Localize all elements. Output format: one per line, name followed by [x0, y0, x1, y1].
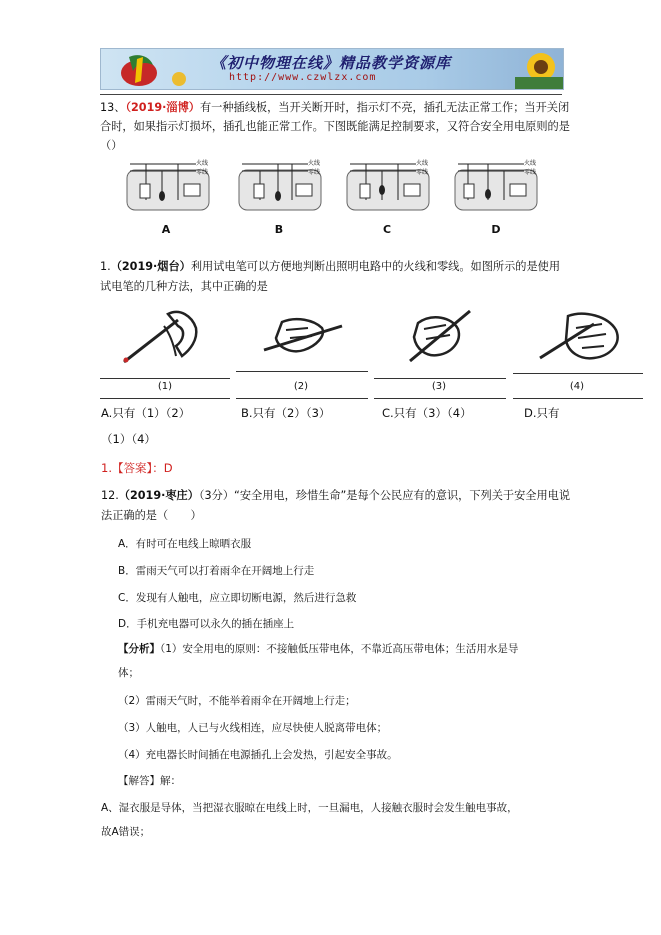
- analysis-line-4: （3）人触电，人已与火线相连，应尽快使人脱离带电体；: [118, 722, 388, 734]
- q12-source: （2019·枣庄）: [118, 489, 199, 502]
- q1-choice-a[interactable]: A.只有（1）（2）: [101, 406, 191, 420]
- q12-option-a[interactable]: A．有时可在电线上晾晒衣服: [118, 538, 252, 550]
- analysis-line-2: 体；: [118, 667, 139, 679]
- q13-source: （2019·淄博）: [125, 101, 200, 114]
- q12-option-b[interactable]: B．雷雨天气可以打着雨伞在开阔地上行走: [118, 565, 315, 577]
- q1-choice-c[interactable]: C.只有（3）（4）: [382, 406, 472, 420]
- label-neutral-wire: 零线: [308, 169, 321, 176]
- solution-line-1: A、湿衣服是导体，当把湿衣服晾在电线上时，一旦漏电，人接触衣服时会发生触电事故，: [101, 802, 518, 814]
- circuit-diagram-a: [126, 160, 216, 212]
- question-1: [100, 257, 570, 297]
- q12-option-d[interactable]: D．手机充电器可以永久的插在插座上: [118, 618, 295, 630]
- figure-caption-1: (1): [157, 381, 173, 392]
- q12-number: 12.: [101, 489, 119, 502]
- caption-rule-4: [513, 373, 643, 374]
- analysis-line-5: （4）充电器长时间插在电源插孔上会发热，引起安全事故。: [118, 749, 398, 761]
- circuit-diagram-c: [346, 160, 436, 212]
- caption-rule-1: [100, 378, 230, 379]
- banner-url[interactable]: http://www.czwlzx.com: [229, 72, 377, 83]
- q13-option-b[interactable]: B: [274, 223, 284, 236]
- choice-rule-3: [374, 398, 506, 399]
- figure-caption-2: (2): [293, 381, 309, 392]
- choice-rule-1: [100, 398, 230, 399]
- circuit-diagram-b: [238, 160, 328, 212]
- q1-choice-b[interactable]: B.只有（2）（3）: [241, 406, 331, 420]
- question-13: [100, 98, 570, 155]
- q13-number: 13、: [100, 101, 126, 114]
- label-live-wire: 火线: [524, 160, 537, 167]
- q1-text: 利用试电笔可以方便地判断出照明电路中的火线和零线。如图所示的是使用试电笔的几种方法，其中正确的是: [100, 260, 561, 293]
- logo-icon: [107, 51, 187, 89]
- q1-source: （2019·烟台）: [110, 260, 191, 273]
- figure-caption-4: (4): [569, 381, 585, 392]
- q13-text: 有一种插线板，当开关断开时，指示灯不亮，插孔无法正常工作；当开关闭合时，如果指示灯损坏，插孔也能正常工作。下图既能满足控制要求，又符合安全用电原则的是（）: [100, 101, 570, 152]
- q13-option-d[interactable]: D: [491, 223, 501, 236]
- solution-line-2: 故A错误；: [101, 826, 151, 838]
- q12-text: （3分）“安全用电，珍惜生命”是每个公民应有的意识，下列关于安全用电说法正确的是（ ）: [101, 489, 571, 522]
- question-12: [101, 486, 571, 526]
- q13-option-c[interactable]: C: [382, 223, 392, 236]
- caption-rule-3: [374, 378, 506, 379]
- solution-label: 【解答】解：: [118, 775, 181, 787]
- q1-answer: 1.【答案】：D: [101, 461, 173, 475]
- choice-rule-2: [236, 398, 368, 399]
- test-pen-figure-3: [396, 303, 482, 365]
- q12-option-c[interactable]: C．发现有人触电，应立即切断电源，然后进行急救: [118, 592, 357, 604]
- test-pen-figure-2: [256, 312, 352, 362]
- banner-title: 《初中物理在线》精品教学资源库: [211, 54, 452, 72]
- circuit-diagram-d: [454, 160, 544, 212]
- q1-number: 1.: [100, 260, 111, 273]
- test-pen-figure-1: [118, 306, 202, 368]
- header-banner: [100, 48, 564, 90]
- analysis-line-3: （2）雷雨天气时，不能举着雨伞在开阔地上行走；: [118, 695, 356, 707]
- label-neutral-wire: 零线: [196, 169, 209, 176]
- header-divider: [100, 94, 562, 95]
- choice-rule-4: [513, 398, 643, 399]
- sunflower-icon: [511, 49, 563, 89]
- label-live-wire: 火线: [416, 160, 429, 167]
- label-live-wire: 火线: [308, 160, 321, 167]
- label-neutral-wire: 零线: [524, 169, 537, 176]
- label-neutral-wire: 零线: [416, 169, 429, 176]
- q1-choice-d[interactable]: D.只有: [524, 406, 560, 420]
- test-pen-figure-4: [532, 306, 630, 364]
- analysis-line-1: 【分析】（1）安全用电的原则：不接触低压带电体，不靠近高压带电体；生活用水是导: [118, 643, 519, 655]
- label-live-wire: 火线: [196, 160, 209, 167]
- q13-option-a[interactable]: A: [161, 223, 171, 236]
- analysis-label: 【分析】: [118, 643, 160, 655]
- figure-caption-3: (3): [431, 381, 447, 392]
- q1-choice-d-continued: （1）（4）: [101, 432, 156, 446]
- caption-rule-2: [236, 371, 368, 372]
